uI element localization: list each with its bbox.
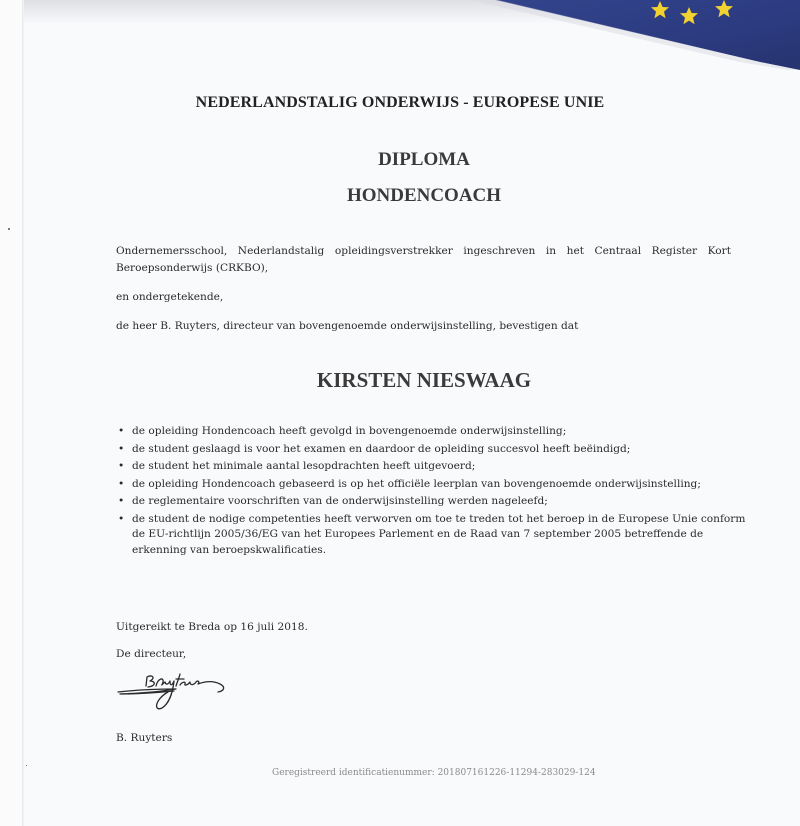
- bullet-icon: •: [118, 495, 125, 507]
- condition-item: • de student het minimale aantal lesopdrachten heeft uitgevoerd;: [116, 459, 746, 475]
- student-name: KIRSTEN NIESWAAG: [316, 368, 532, 392]
- organization-title: NEDERLANDSTALIG ONDERWIJS - EUROPESE UNIE: [195, 94, 605, 111]
- intro-line-1: Ondernemersschool, Nederlandstalig opleidingsverstrekker ingeschreven in het Centraal Register Kort: [116, 245, 731, 257]
- intro-line-2: Beroepsonderwijs (CRKBO),: [116, 262, 269, 274]
- bullet-icon: •: [118, 442, 125, 455]
- bullet-icon: •: [118, 460, 125, 472]
- scan-dust: [26, 765, 27, 766]
- handwritten-signature-icon: [116, 670, 236, 720]
- bullet-icon: •: [118, 477, 125, 490]
- eu-flag-stars-icon: [0, 0, 800, 70]
- condition-item: • de opleiding Hondencoach gebaseerd is op het officiële leerplan van bovengenoemde onderwijsinstelling;: [116, 477, 746, 493]
- issued-date-text: Uitgereikt te Breda op 16 juli 2018.: [116, 621, 308, 633]
- course-title: HONDENCOACH: [346, 185, 502, 206]
- intro-paragraph: [116, 243, 731, 277]
- scan-margin: [0, 0, 22, 826]
- director-statement: de heer B. Ruyters, directeur van bovengenoemde onderwijsinstelling, bevestigen dat: [116, 320, 579, 332]
- director-label: De directeur,: [116, 648, 187, 660]
- conditions-list: [116, 424, 746, 560]
- condition-item: • de opleiding Hondencoach heeft gevolgd in bovengenoemde onderwijsinstelling;: [116, 424, 746, 440]
- bullet-icon: •: [118, 512, 125, 525]
- signer-name: B. Ruyters: [116, 732, 173, 744]
- condition-item: • de student de nodige competenties heeft verworven om toe te treden tot het beroep in de Europese Unie conform de EU-richtlijn 2005/36/EG van het Europees Parlement en de Raad van 7 september 2005 betreffende de erkenning van beroepskwalificaties.: [118, 512, 746, 556]
- condition-item: • de reglementaire voorschriften van de onderwijsinstelling werden nageleefd;: [116, 494, 746, 510]
- scan-dust: [8, 228, 10, 230]
- undersigned-text: en ondergetekende,: [116, 291, 224, 303]
- page-edge: [22, 0, 24, 826]
- bullet-icon: •: [118, 425, 125, 437]
- condition-item: • de student geslaagd is voor het examen en daardoor de opleiding succesvol heeft beëindigd;: [116, 442, 746, 458]
- diploma-title: DIPLOMA: [378, 149, 470, 170]
- registration-number: Geregistreerd identificatienummer: 201807161226-11294-283029-124: [272, 768, 596, 778]
